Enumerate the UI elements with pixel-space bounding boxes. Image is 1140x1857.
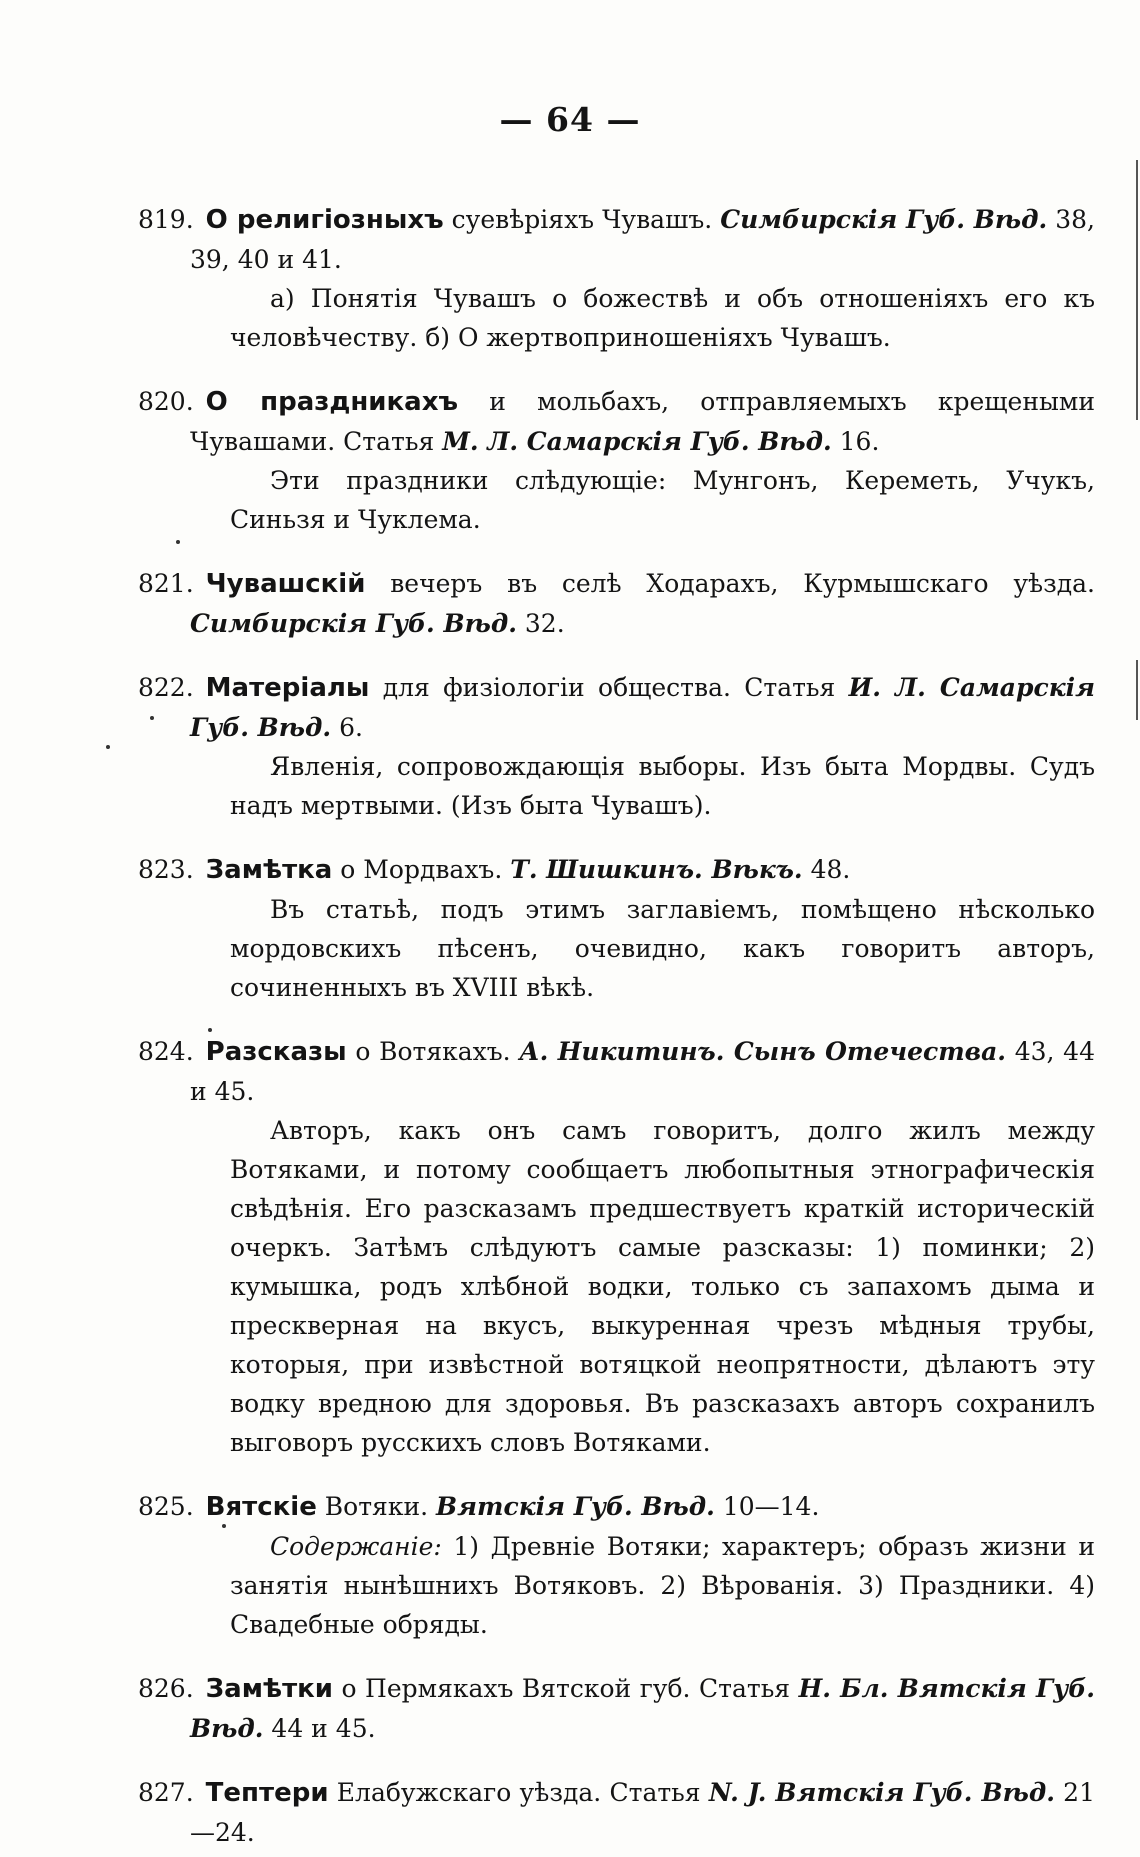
- entry-description: Елабужскаго уѣзда. Статья: [328, 1778, 709, 1807]
- note-label: Содержаніе:: [270, 1532, 442, 1561]
- entry-issue: 48.: [802, 855, 851, 884]
- entry-title: О праздникахъ: [205, 387, 459, 417]
- entry-heading: [138, 1773, 1095, 1852]
- entry-note: Въ статьѣ, подъ этимъ заглавіемъ, помѣщено нѣсколько мордовскихъ пѣсенъ, очевидно, какъ говоритъ авторъ, сочиненныхъ въ XVIII вѣкѣ.: [230, 895, 1095, 1002]
- entry-824: [138, 1032, 1095, 1462]
- entry-823: [138, 850, 1095, 1007]
- entry-heading: [138, 1487, 1095, 1527]
- entry-826: [138, 1669, 1096, 1748]
- bibliography-list: [138, 175, 1096, 1857]
- entry-heading: [138, 1669, 1095, 1748]
- margin-mark: [1136, 160, 1138, 420]
- entry-source: И. Л. Самарскія Губ. Вѣд.: [190, 673, 1096, 742]
- entry-source: Симбирскія Губ. Вѣд.: [190, 609, 517, 638]
- entry-issue: 16.: [831, 427, 880, 456]
- entry-source: Н. Бл. Вятскія Губ. Вѣд.: [190, 1674, 1096, 1743]
- entry-822: [138, 668, 1096, 825]
- entry-note: Эти праздники слѣдующіе: Мунгонъ, Кереметь, Учукъ, Синьзя и Чуклема.: [230, 466, 1095, 534]
- entry-note: а) Понятія Чувашъ о божествѣ и объ отношеніяхъ его къ человѣчеству. б) О жертвоприношеніяхъ Чувашъ.: [230, 284, 1095, 352]
- entry-heading: [138, 668, 1095, 747]
- entry-821: [138, 564, 1095, 643]
- note-text: 1) Древніе Вотяки; характеръ; образъ жизни и занятія нынѣшнихъ Вотяковъ. 2) Вѣрованія. 3) Праздники. 4) Свадебные обряды.: [230, 1532, 1095, 1639]
- entry-issue: 6.: [331, 713, 363, 742]
- margin-mark: [1136, 660, 1138, 720]
- scan-speck: [222, 1524, 226, 1528]
- scan-speck: [208, 1028, 212, 1032]
- entry-description: о Вотякахъ.: [346, 1037, 520, 1066]
- entry-title: Разсказы: [205, 1037, 347, 1067]
- entry-issue: 44 и 45.: [263, 1714, 376, 1743]
- entry-description: о Мордвахъ.: [332, 855, 511, 884]
- entry-number: 822.: [138, 673, 194, 702]
- entry-issue: 21—24.: [190, 1778, 1095, 1847]
- entry-number: 825.: [138, 1492, 194, 1521]
- entry-description: суевѣріяхъ Чувашъ.: [443, 205, 721, 234]
- entry-issue: 10—14.: [714, 1492, 820, 1521]
- entry-heading: [138, 1032, 1095, 1111]
- entry-source: Вятскія Губ. Вѣд.: [436, 1492, 715, 1521]
- scan-speck: [106, 745, 110, 749]
- entry-description: Вотяки.: [316, 1492, 437, 1521]
- entry-description: о Пермякахъ Вятской губ. Статья: [333, 1674, 799, 1703]
- entry-note: Явленія, сопровождающія выборы. Изъ быта Мордвы. Судъ надъ мертвыми. (Изъ быта Чувашъ).: [230, 752, 1095, 820]
- entry-description: и мольбахъ, отправляемыхъ крещеными Чувашами. Статья: [190, 387, 1095, 456]
- entry-title: Вятскіе: [205, 1492, 317, 1522]
- entry-number: 826.: [138, 1674, 194, 1703]
- entry-title: Матеріалы: [205, 673, 370, 703]
- entry-description: вечеръ въ селѣ Ходарахъ, Курмышскаго уѣзда.: [365, 569, 1095, 598]
- entry-source: М. Л. Самарскія Губ. Вѣд.: [442, 427, 832, 456]
- entry-note: Авторъ, какъ онъ самъ говоритъ, долго жилъ между Вотяками, и потому сообщаетъ любопытныя этнографическія свѣдѣнія. Его разсказамъ предшествуетъ краткій историческій очеркъ. Затѣмъ слѣдуютъ самые разсказы: 1) поминки; 2) кумышка, родъ хлѣбной водки, только съ запахомъ дыма и прескверная на вкусъ, выкуренная чрезъ мѣдныя трубы, которыя, при извѣстной вотяцкой неопрятности, дѣлаютъ эту водку вредною для здоровья. Въ разсказахъ авторъ сохранилъ выговоръ русскихъ словъ Вотяками.: [230, 1116, 1095, 1457]
- entry-source: Т. Шишкинъ. Вѣкъ.: [510, 855, 803, 884]
- entry-description: для физіологіи общества. Статья: [369, 673, 849, 702]
- entry-heading: [138, 200, 1095, 279]
- entry-note: [230, 1527, 1095, 1644]
- entry-heading: [138, 564, 1095, 643]
- entry-827: [138, 1773, 1095, 1852]
- scan-speck: [176, 540, 180, 544]
- entry-heading: [138, 382, 1095, 461]
- entry-title: Тептери: [205, 1778, 329, 1808]
- entry-issue: 32.: [516, 609, 565, 638]
- scan-speck: [150, 716, 154, 720]
- entry-number: 820.: [138, 387, 194, 416]
- entry-number: 821.: [138, 569, 194, 598]
- entry-825: [138, 1487, 1095, 1644]
- entry-819: [138, 200, 1095, 357]
- entry-title: О религіозныхъ: [205, 205, 444, 235]
- entry-source: N. J. Вятскія Губ. Вѣд.: [708, 1778, 1055, 1807]
- page-number: — 64 —: [499, 100, 641, 139]
- entry-heading: [138, 850, 1095, 890]
- entry-title: Замѣтки: [205, 1674, 334, 1704]
- entry-source: А. Никитинъ. Сынъ Отечества.: [519, 1037, 1007, 1066]
- entry-number: 827.: [138, 1778, 194, 1807]
- entry-number: 823.: [138, 855, 194, 884]
- entry-issue: 38, 39, 40 и 41.: [190, 205, 1095, 274]
- entry-title: Замѣтка: [205, 855, 333, 885]
- entry-number: 824.: [138, 1037, 194, 1066]
- entry-title: Чувашскій: [205, 569, 366, 599]
- entry-number: 819.: [138, 205, 194, 234]
- entry-source: Симбирскія Губ. Вѣд.: [720, 205, 1048, 234]
- entry-820: [138, 382, 1095, 539]
- entry-issue: 43, 44 и 45.: [190, 1037, 1095, 1106]
